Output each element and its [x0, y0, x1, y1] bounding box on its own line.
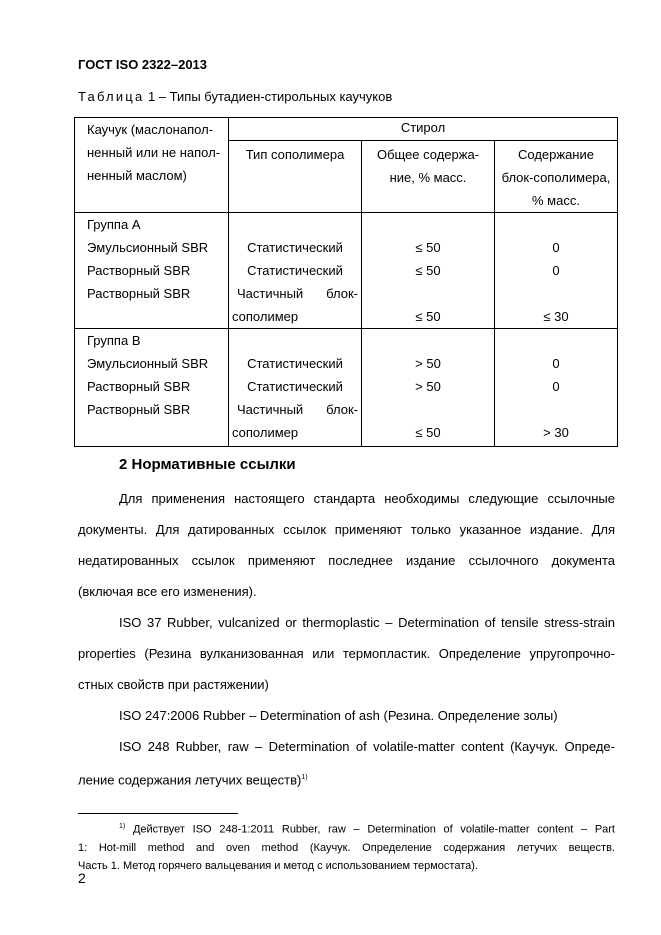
- copolymer-type-part: блок-: [326, 402, 358, 417]
- rubber-name: Растворный SBR: [87, 263, 191, 278]
- table-caption-label: Таблица: [78, 89, 145, 104]
- group-b-type-cell: [229, 329, 362, 447]
- copolymer-type: Статистический: [247, 379, 343, 394]
- header-rubber-line: ненный или не напол-: [87, 145, 221, 160]
- footnote-divider: [78, 813, 238, 814]
- block-content: 0: [552, 263, 560, 278]
- total-content: ≤ 50: [415, 309, 441, 324]
- copolymer-type-part: Частичный: [237, 402, 304, 417]
- group-name: Группа А: [87, 217, 141, 232]
- paragraph-line: properties (Резина вулканизованная или термопластик. Определение упругопрочно-: [78, 646, 615, 661]
- block-content: 0: [552, 356, 560, 371]
- reference-iso-247: [78, 700, 615, 731]
- header-copolymer-type-cell: [229, 141, 362, 213]
- table-group-a: [75, 213, 618, 329]
- group-b-total-cell: [362, 329, 495, 447]
- intro-paragraph: [78, 483, 615, 607]
- paragraph-line: стных свойств при растяжении): [78, 677, 269, 692]
- copolymer-type: Статистический: [247, 356, 343, 371]
- total-content: ≤ 50: [415, 240, 441, 255]
- reference-iso-37: [78, 607, 615, 700]
- copolymer-type-part: сополимер: [232, 309, 299, 324]
- header-total-content-cell: [362, 141, 495, 213]
- header-block-line: блок-сополимера,: [501, 170, 611, 185]
- paragraph-line: Для применения настоящего стандарта необходимы следующие ссылочные: [119, 491, 615, 506]
- copolymer-type-split: [229, 398, 361, 421]
- header-styrene: Стирол: [400, 120, 446, 135]
- block-content: > 30: [543, 425, 569, 440]
- copolymer-type-part: блок-: [326, 286, 358, 301]
- group-name: Группа В: [87, 333, 141, 348]
- footnote-line: $^{1)}$ Действует ISO 248-1:2011 Rubber, raw – Determination of volatile-matter content – Part: [119, 823, 615, 836]
- copolymer-type: Статистический: [247, 240, 343, 255]
- copolymer-type-part: Частичный: [237, 286, 304, 301]
- block-content: 0: [552, 379, 560, 394]
- section-title: 2 Нормативные ссылки: [119, 456, 296, 473]
- page-number: 2: [78, 870, 86, 886]
- header-rubber-line: ненный маслом): [87, 168, 187, 183]
- paragraph-line: недатированных ссылок применяют последнее издание ссылочного документа: [78, 553, 615, 568]
- copolymer-type-split: [229, 282, 361, 305]
- footnote-line: 1: Hot-mill method and oven method (Каучук. Определение содержания летучих веществ.: [78, 841, 615, 854]
- header-block-line: % масс.: [532, 193, 580, 208]
- sbr-types-table: [74, 117, 618, 447]
- group-a-rubber-cell: [75, 213, 229, 329]
- group-b-block-cell: [495, 329, 618, 447]
- copolymer-type: Статистический: [247, 263, 343, 278]
- footnote-marker: 1): [119, 823, 126, 830]
- total-content: > 50: [415, 356, 441, 371]
- copolymer-type-part: сополимер: [232, 425, 299, 440]
- paragraph-line: документы. Для датированных ссылок применяют только указанное издание. Для: [78, 522, 615, 537]
- header-rubber-line: Каучук (маслонапол-: [87, 122, 213, 137]
- paragraph-line: ление содержания летучих веществ)$^{1)}$: [78, 772, 308, 788]
- group-a-total-cell: [362, 213, 495, 329]
- header-block-content-cell: [495, 141, 618, 213]
- rubber-name: Эмульсионный SBR: [87, 356, 209, 371]
- paragraph-line: ISO 247:2006 Rubber – Determination of ash (Резина. Определение золы): [119, 708, 558, 723]
- reference-iso-248: [78, 731, 615, 795]
- footnote: [78, 818, 615, 875]
- group-a-type-cell: [229, 213, 362, 329]
- header-copolymer-type: Тип сополимера: [245, 147, 345, 162]
- table-caption: [78, 89, 392, 104]
- footnote-ref: 1): [301, 774, 308, 781]
- header-block-line: Содержание: [518, 147, 594, 162]
- paragraph-line: (включая все его изменения).: [78, 584, 257, 599]
- paragraph-line: ISO 37 Rubber, vulcanized or thermoplastic – Determination of tensile stress-strain: [119, 615, 615, 630]
- block-content: ≤ 30: [543, 309, 569, 324]
- header-total-line: ние, % масс.: [389, 170, 467, 185]
- header-total-line: Общее содержа-: [376, 147, 480, 162]
- document-header: ГОСТ ISO 2322–2013: [78, 57, 208, 72]
- group-a-block-cell: [495, 213, 618, 329]
- table-group-b: [75, 329, 618, 447]
- rubber-name: Растворный SBR: [87, 402, 191, 417]
- header-rubber-cell: [75, 118, 229, 213]
- total-content: ≤ 50: [415, 263, 441, 278]
- block-content: 0: [552, 240, 560, 255]
- footnote-line: Часть 1. Метод горячего вальцевания и метод с использованием термостата).: [78, 859, 478, 872]
- total-content: > 50: [415, 379, 441, 394]
- paragraph-line: ISO 248 Rubber, raw – Determination of volatile-matter content (Каучук. Опреде-: [119, 739, 615, 754]
- rubber-name: Растворный SBR: [87, 379, 191, 394]
- total-content: ≤ 50: [415, 425, 441, 440]
- group-b-rubber-cell: [75, 329, 229, 447]
- rubber-name: Эмульсионный SBR: [87, 240, 209, 255]
- header-styrene-cell: [229, 118, 618, 141]
- table-caption-text: 1 – Типы бутадиен-стирольных каучуков: [144, 89, 393, 104]
- rubber-name: Растворный SBR: [87, 286, 191, 301]
